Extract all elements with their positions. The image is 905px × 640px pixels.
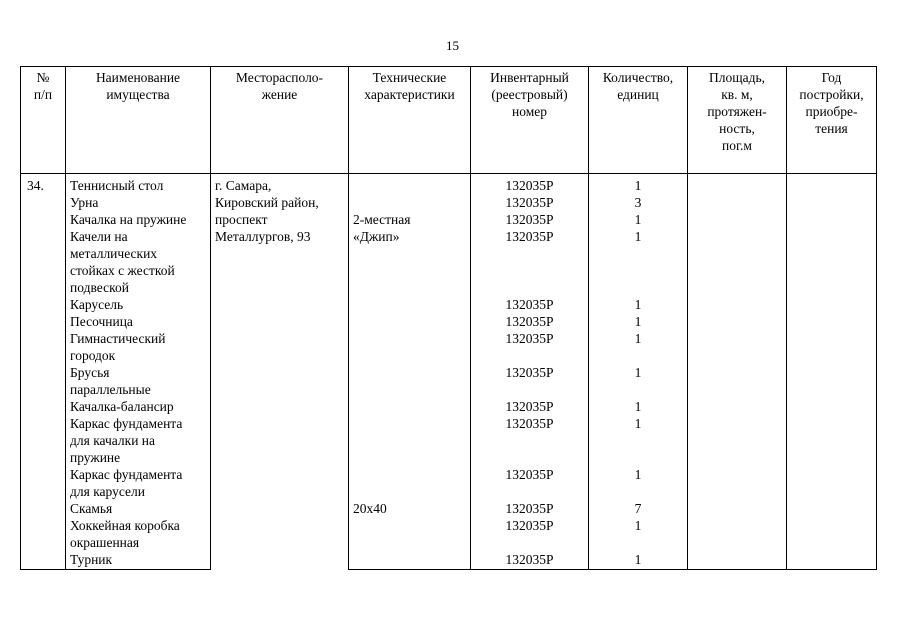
column-header-line: Технические bbox=[372, 70, 447, 85]
row-number-cell: 34. bbox=[21, 174, 66, 195]
table-row bbox=[21, 194, 877, 211]
table-row bbox=[21, 211, 877, 228]
row-number-cell bbox=[21, 194, 66, 211]
table-row bbox=[21, 551, 877, 570]
year-cell bbox=[787, 330, 877, 364]
table-row bbox=[21, 174, 877, 195]
item-name-cell bbox=[66, 228, 211, 296]
column-header-line: (реестровый) bbox=[491, 87, 568, 102]
table-body bbox=[21, 174, 877, 570]
row-number-cell bbox=[21, 313, 66, 330]
area-cell bbox=[688, 466, 787, 500]
area-cell bbox=[688, 211, 787, 228]
column-header-line: характеристики bbox=[364, 87, 455, 102]
item-name-line: Каркас фундамента bbox=[70, 467, 183, 482]
item-name-cell bbox=[66, 313, 211, 330]
inventory-number-cell: 132035Р bbox=[471, 466, 589, 500]
item-name-cell bbox=[66, 466, 211, 500]
tech-spec-cell bbox=[349, 313, 471, 330]
item-name-cell bbox=[66, 517, 211, 551]
page-number: 15 bbox=[446, 38, 459, 53]
area-cell bbox=[688, 228, 787, 296]
year-cell bbox=[787, 500, 877, 517]
column-header-line: ность, bbox=[719, 121, 755, 136]
header-row bbox=[21, 67, 877, 174]
item-name-line: пружине bbox=[70, 450, 121, 465]
item-name-cell bbox=[66, 174, 211, 195]
area-cell bbox=[688, 415, 787, 466]
location-line: Металлургов, 93 bbox=[215, 229, 311, 244]
tech-spec-cell bbox=[349, 364, 471, 398]
item-name-line: стойках с жесткой bbox=[70, 263, 175, 278]
column-header-line: имущества bbox=[106, 87, 170, 102]
column-header bbox=[589, 67, 688, 174]
property-register-table bbox=[20, 66, 877, 570]
inventory-number-cell: 132035Р bbox=[471, 551, 589, 570]
column-header bbox=[471, 67, 589, 174]
tech-spec-cell bbox=[349, 296, 471, 313]
inventory-number-cell: 132035Р bbox=[471, 211, 589, 228]
column-header-line: постройки, bbox=[799, 87, 864, 102]
item-name-line: окрашенная bbox=[70, 535, 140, 550]
table-row bbox=[21, 330, 877, 364]
area-cell bbox=[688, 364, 787, 398]
item-name-line: Турник bbox=[70, 552, 113, 567]
area-cell bbox=[688, 398, 787, 415]
inventory-number-cell: 132035Р bbox=[471, 364, 589, 398]
quantity-cell: 3 bbox=[589, 194, 688, 211]
row-number-cell bbox=[21, 296, 66, 313]
location-line: Кировский район, bbox=[215, 195, 319, 210]
item-name-cell bbox=[66, 194, 211, 211]
table-row bbox=[21, 228, 877, 296]
item-name-line: Качели на bbox=[70, 229, 128, 244]
year-cell bbox=[787, 415, 877, 466]
item-name-line: Урна bbox=[70, 195, 99, 210]
quantity-cell: 1 bbox=[589, 228, 688, 296]
row-number-cell bbox=[21, 398, 66, 415]
item-name-line: Качалка на пружине bbox=[70, 212, 187, 227]
tech-spec-line: «Джип» bbox=[353, 229, 400, 244]
item-name-cell bbox=[66, 296, 211, 313]
item-name-line: городок bbox=[70, 348, 116, 363]
area-cell bbox=[688, 296, 787, 313]
inventory-number-cell: 132035Р bbox=[471, 330, 589, 364]
item-name-line: Хоккейная коробка bbox=[70, 518, 180, 533]
column-header-line: № bbox=[36, 70, 50, 85]
table-row bbox=[21, 517, 877, 551]
year-cell bbox=[787, 551, 877, 570]
table-row bbox=[21, 296, 877, 313]
inventory-number-cell: 132035Р bbox=[471, 228, 589, 296]
quantity-cell: 1 bbox=[589, 211, 688, 228]
item-name-line: параллельные bbox=[70, 382, 151, 397]
column-header-line: номер bbox=[511, 104, 547, 119]
tech-spec-cell bbox=[349, 415, 471, 466]
year-cell bbox=[787, 296, 877, 313]
quantity-cell: 1 bbox=[589, 415, 688, 466]
inventory-number-cell: 132035Р bbox=[471, 174, 589, 195]
column-header-line: единиц bbox=[617, 87, 659, 102]
quantity-cell: 1 bbox=[589, 364, 688, 398]
tech-spec-cell bbox=[349, 500, 471, 517]
column-header-line: Площадь, bbox=[708, 70, 766, 85]
item-name-line: металлических bbox=[70, 246, 158, 261]
column-header bbox=[21, 67, 66, 174]
column-header-line: пог.м bbox=[722, 138, 752, 153]
area-cell bbox=[688, 330, 787, 364]
item-name-line: подвеской bbox=[70, 280, 129, 295]
column-header-line: Наименование bbox=[95, 70, 181, 85]
area-cell bbox=[688, 500, 787, 517]
quantity-cell: 1 bbox=[589, 551, 688, 570]
area-cell bbox=[688, 551, 787, 570]
area-cell bbox=[688, 174, 787, 195]
column-header-line: тения bbox=[815, 121, 848, 136]
table-row bbox=[21, 500, 877, 517]
item-name-line: Качалка-балансир bbox=[70, 399, 174, 414]
tech-spec-line: 2-местная bbox=[353, 212, 411, 227]
item-name-line: Скамья bbox=[70, 501, 113, 516]
item-name-cell bbox=[66, 500, 211, 517]
quantity-cell: 7 bbox=[589, 500, 688, 517]
quantity-cell: 1 bbox=[589, 517, 688, 551]
column-header bbox=[66, 67, 211, 174]
column-header-line: Месторасполо- bbox=[235, 70, 324, 85]
table-row bbox=[21, 364, 877, 398]
item-name-line: Песочница bbox=[70, 314, 133, 329]
tech-spec-cell bbox=[349, 211, 471, 228]
row-number-cell bbox=[21, 415, 66, 466]
year-cell bbox=[787, 466, 877, 500]
year-cell bbox=[787, 517, 877, 551]
inventory-number-cell: 132035Р bbox=[471, 296, 589, 313]
quantity-cell: 1 bbox=[589, 296, 688, 313]
item-name-cell bbox=[66, 330, 211, 364]
inventory-number-cell: 132035Р bbox=[471, 398, 589, 415]
column-header-line: жение bbox=[261, 87, 298, 102]
item-name-line: Теннисный стол bbox=[70, 178, 164, 193]
inventory-number-cell: 132035Р bbox=[471, 500, 589, 517]
area-cell bbox=[688, 313, 787, 330]
item-name-line: Карусель bbox=[70, 297, 124, 312]
tech-spec-cell bbox=[349, 517, 471, 551]
tech-spec-cell bbox=[349, 398, 471, 415]
year-cell bbox=[787, 313, 877, 330]
column-header-line: Инвентарный bbox=[490, 70, 569, 85]
tech-spec-cell bbox=[349, 194, 471, 211]
table-row bbox=[21, 466, 877, 500]
location-line: г. Самара, bbox=[215, 178, 272, 193]
location-line: проспект bbox=[215, 212, 268, 227]
year-cell bbox=[787, 398, 877, 415]
column-header-line: п/п bbox=[33, 87, 53, 102]
row-number-cell bbox=[21, 517, 66, 551]
tech-spec-cell bbox=[349, 551, 471, 570]
item-name-cell bbox=[66, 398, 211, 415]
item-name-cell bbox=[66, 551, 211, 570]
item-name-line: для карусели bbox=[70, 484, 145, 499]
tech-spec-cell bbox=[349, 174, 471, 195]
year-cell bbox=[787, 211, 877, 228]
column-header bbox=[688, 67, 787, 174]
tech-spec-cell bbox=[349, 228, 471, 296]
row-number-cell bbox=[21, 228, 66, 296]
table-row bbox=[21, 313, 877, 330]
tech-spec-line: 20х40 bbox=[353, 501, 387, 516]
column-header-line: кв. м, bbox=[721, 87, 753, 102]
year-cell bbox=[787, 194, 877, 211]
item-name-line: Брусья bbox=[70, 365, 110, 380]
table-row bbox=[21, 398, 877, 415]
tech-spec-cell bbox=[349, 466, 471, 500]
quantity-cell: 1 bbox=[589, 174, 688, 195]
year-cell bbox=[787, 228, 877, 296]
quantity-cell: 1 bbox=[589, 313, 688, 330]
column-header-line: Количество, bbox=[602, 70, 674, 85]
area-cell bbox=[688, 517, 787, 551]
row-number-cell bbox=[21, 466, 66, 500]
year-cell bbox=[787, 174, 877, 195]
inventory-number-cell: 132035Р bbox=[471, 415, 589, 466]
column-header bbox=[349, 67, 471, 174]
row-number-cell bbox=[21, 211, 66, 228]
column-header-line: Год bbox=[821, 70, 842, 85]
column-header bbox=[211, 67, 349, 174]
row-number-cell bbox=[21, 330, 66, 364]
area-cell bbox=[688, 194, 787, 211]
item-name-line: для качалки на bbox=[70, 433, 156, 448]
table-row bbox=[21, 415, 877, 466]
item-name-cell bbox=[66, 211, 211, 228]
year-cell bbox=[787, 364, 877, 398]
quantity-cell: 1 bbox=[589, 330, 688, 364]
row-number-cell bbox=[21, 364, 66, 398]
row-number-cell bbox=[21, 500, 66, 517]
column-header-line: приобре- bbox=[805, 104, 858, 119]
item-name-line: Гимнастический bbox=[70, 331, 166, 346]
item-name-cell bbox=[66, 364, 211, 398]
inventory-number-cell: 132035Р bbox=[471, 313, 589, 330]
inventory-number-cell: 132035Р bbox=[471, 517, 589, 551]
column-header-line: протяжен- bbox=[707, 104, 767, 119]
item-name-cell bbox=[66, 415, 211, 466]
column-header bbox=[787, 67, 877, 174]
tech-spec-cell bbox=[349, 330, 471, 364]
location-cell bbox=[211, 174, 349, 570]
inventory-number-cell: 132035Р bbox=[471, 194, 589, 211]
quantity-cell: 1 bbox=[589, 466, 688, 500]
item-name-line: Каркас фундамента bbox=[70, 416, 183, 431]
quantity-cell: 1 bbox=[589, 398, 688, 415]
row-number-cell bbox=[21, 551, 66, 570]
